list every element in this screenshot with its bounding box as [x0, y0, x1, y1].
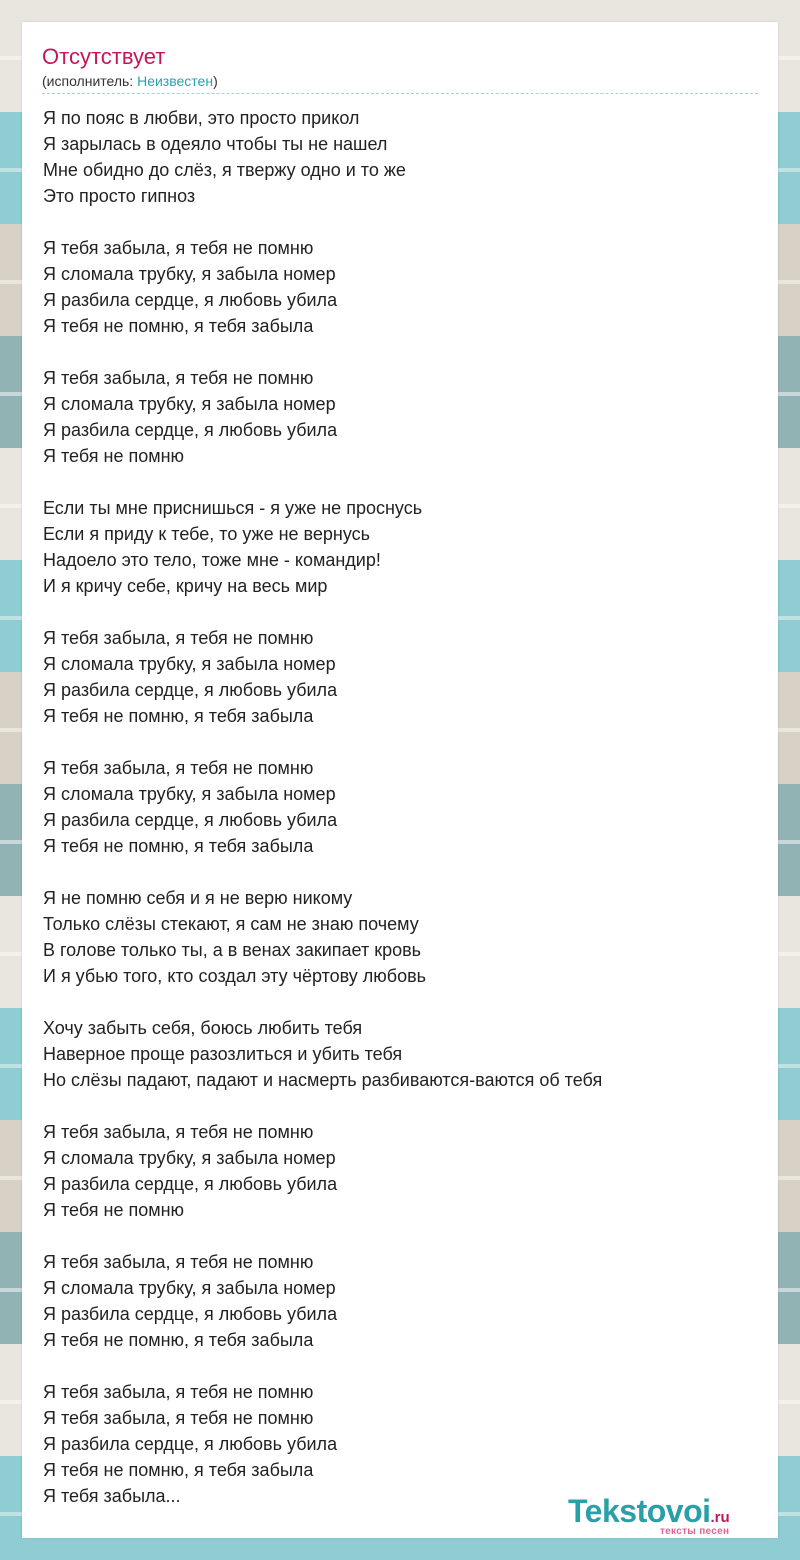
lyric-line: Я разбила сердце, я любовь убила: [43, 420, 338, 440]
lyrics-body: [43, 105, 763, 1509]
lyric-line: Хочу забыть себя, боюсь любить тебя: [43, 1018, 363, 1038]
stanza-gap: [43, 729, 763, 755]
title-divider: [42, 93, 758, 94]
lyric-line: Я тебя забыла, я тебя не помню: [43, 628, 314, 648]
lyric-line: Я тебя забыла, я тебя не помню: [43, 238, 314, 258]
lyric-line: Я разбила сердце, я любовь убила: [43, 810, 338, 830]
lyric-line: Если ты мне приснишься - я уже не проснусь: [43, 498, 423, 518]
lyric-line: Я разбила сердце, я любовь убила: [43, 290, 338, 310]
lyric-line: Я тебя не помню: [43, 446, 185, 466]
artist-prefix: (исполнитель:: [42, 73, 138, 89]
lyric-line: Я разбила сердце, я любовь убила: [43, 680, 338, 700]
lyric-line: Я зарылась в одеяло чтобы ты не нашел: [43, 134, 388, 154]
lyric-line: И я убью того, кто создал эту чёртову любовь: [43, 966, 427, 986]
lyric-line: Я разбила сердце, я любовь убила: [43, 1174, 338, 1194]
lyric-line: Я тебя забыла, я тебя не помню: [43, 1382, 314, 1402]
lyric-line: Я тебя забыла, я тебя не помню: [43, 368, 314, 388]
logo-tagline: тексты песен: [660, 1526, 730, 1537]
stanza-gap: [43, 209, 763, 235]
stanza-gap: [43, 859, 763, 885]
lyric-line: Я тебя забыла...: [43, 1486, 181, 1506]
site-logo[interactable]: [568, 1494, 774, 1538]
artist-line: [42, 72, 218, 90]
lyric-line: Я сломала трубку, я забыла номер: [43, 654, 336, 674]
lyric-line: Я тебя не помню, я тебя забыла: [43, 1330, 314, 1350]
lyric-line: Надоело это тело, тоже мне - командир!: [43, 550, 381, 570]
song-title: Отсутствует: [42, 44, 166, 69]
lyric-line: Мне обидно до слёз, я твержу одно и то же: [43, 160, 406, 180]
stanza-gap: [43, 469, 763, 495]
lyric-line: Я сломала трубку, я забыла номер: [43, 784, 336, 804]
lyric-line: Я разбила сердце, я любовь убила: [43, 1304, 338, 1324]
lyric-line: Я тебя не помню, я тебя забыла: [43, 706, 314, 726]
logo-tld: .ru: [710, 1509, 730, 1526]
lyric-line: Я тебя не помню, я тебя забыла: [43, 1460, 314, 1480]
artist-link[interactable]: Неизвестен: [137, 73, 214, 89]
lyric-line: Только слёзы стекают, я сам не знаю почему: [43, 914, 419, 934]
lyric-line: И я кричу себе, кричу на весь мир: [43, 576, 328, 596]
artist-suffix: ): [213, 73, 218, 89]
stanza-gap: [43, 599, 763, 625]
lyric-line: Я тебя забыла, я тебя не помню: [43, 1252, 314, 1272]
lyric-line: Наверное проще разозлиться и убить тебя: [43, 1044, 403, 1064]
lyric-line: Я тебя не помню, я тебя забыла: [43, 316, 314, 336]
lyric-line: Я тебя не помню: [43, 1200, 185, 1220]
lyric-line: Я тебя не помню, я тебя забыла: [43, 836, 314, 856]
lyric-line: Но слёзы падают, падают и насмерть разбиваются-ваются об тебя: [43, 1070, 603, 1090]
lyric-line: Я разбила сердце, я любовь убила: [43, 1434, 338, 1454]
lyrics-card: [22, 22, 778, 1538]
lyric-line: Я сломала трубку, я забыла номер: [43, 264, 336, 284]
stanza-gap: [43, 1353, 763, 1379]
lyric-line: Я не помню себя и я не верю никому: [43, 888, 353, 908]
lyric-line: Я сломала трубку, я забыла номер: [43, 1148, 336, 1168]
lyric-line: Я тебя забыла, я тебя не помню: [43, 1408, 314, 1428]
lyric-line: Я сломала трубку, я забыла номер: [43, 394, 336, 414]
stanza-gap: [43, 1093, 763, 1119]
lyric-line: Я по пояс в любви, это просто прикол: [43, 108, 360, 128]
stanza-gap: [43, 1223, 763, 1249]
lyric-line: Я сломала трубку, я забыла номер: [43, 1278, 336, 1298]
lyric-line: Я тебя забыла, я тебя не помню: [43, 758, 314, 778]
lyric-line: Я тебя забыла, я тебя не помню: [43, 1122, 314, 1142]
lyric-line: В голове только ты, а в венах закипает кровь: [43, 940, 422, 960]
stanza-gap: [43, 339, 763, 365]
stanza-gap: [43, 989, 763, 1015]
logo-word: Tekstovoi: [568, 1493, 711, 1529]
lyric-line: Если я приду к тебе, то уже не вернусь: [43, 524, 371, 544]
lyric-line: Это просто гипноз: [43, 186, 196, 206]
